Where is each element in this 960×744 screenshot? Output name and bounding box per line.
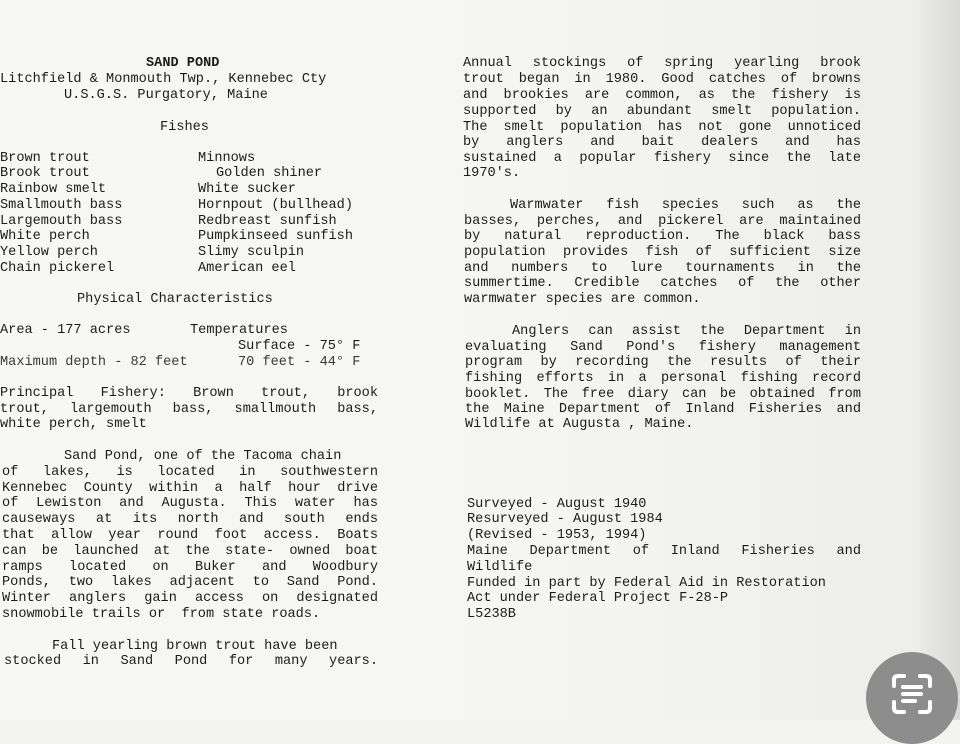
fish-list-item: Brown trout	[0, 151, 90, 166]
document-title: SAND POND	[146, 56, 220, 71]
max-depth: Maximum depth - 82 feet	[0, 355, 188, 370]
location-line-1: Litchfield & Monmouth Twp., Kennebec Cty	[0, 72, 327, 87]
paragraph-line: Fall yearling brown trout have been	[52, 639, 338, 654]
surface-temperature: Surface - 75° F	[238, 339, 361, 354]
paragraph-line: can be launched at the state- owned boat	[2, 544, 378, 559]
paragraph-line: and numbers to lure tournaments in the	[464, 261, 861, 276]
location-line-2: U.S.G.S. Purgatory, Maine	[64, 88, 268, 103]
fish-list-item: Rainbow smelt	[0, 182, 107, 197]
paragraph-line: the Maine Department of Inland Fisheries and	[465, 402, 861, 417]
paragraph-line: sustained a popular fishery since the late	[463, 151, 861, 166]
fish-list-item: Pumpkinseed sunfish	[198, 229, 353, 244]
paragraph-line: Wildlife at Augusta , Maine.	[465, 417, 694, 432]
temperatures-label: Temperatures	[190, 323, 288, 338]
survey-info-line: Maine Department of Inland Fisheries and	[467, 544, 861, 559]
fish-list-item: White perch	[0, 229, 90, 244]
fish-list-item: American eel	[198, 261, 296, 276]
paragraph-line: booklet. The free diary can be obtained from	[465, 387, 861, 402]
survey-info-line: (Revised - 1953, 1994)	[467, 528, 647, 543]
depth-temperature: 70 feet - 44° F	[238, 355, 361, 370]
principal-fishery-line: trout, largemouth bass, smallmouth bass,	[0, 402, 378, 417]
paragraph-line: warmwater species are common.	[464, 292, 701, 307]
paragraph-line: The smelt population has not gone unnoticed	[463, 120, 861, 135]
paragraph-line: Annual stockings of spring yearling brook	[463, 56, 861, 71]
fish-list-item: Largemouth bass	[0, 214, 123, 229]
paragraph-line: 1970's.	[463, 166, 521, 181]
fish-list-item: Slimy sculpin	[198, 245, 305, 260]
paragraph-line: Warmwater fish species such as the	[510, 198, 861, 213]
fish-list-item: Chain pickerel	[0, 261, 115, 276]
paragraph-line: ramps located on Buker and Woodbury	[2, 560, 378, 575]
paragraph-line: of Lewiston and Augusta. This water has	[2, 496, 378, 511]
scan-text-button[interactable]	[866, 652, 958, 744]
paragraph-line: and brookies are common, as the fishery is	[463, 88, 861, 103]
fish-list-item: Redbreast sunfish	[198, 214, 337, 229]
fish-list-item: Yellow perch	[0, 245, 98, 260]
survey-info-line: Wildlife	[467, 560, 533, 575]
survey-info-line: Act under Federal Project F-28-P	[467, 591, 729, 606]
survey-info-line: Surveyed - August 1940	[467, 497, 647, 512]
paragraph-line: Ponds, two lakes adjacent to Sand Pond.	[2, 575, 378, 590]
paragraph-line: causeways at its north and south ends	[2, 512, 378, 527]
fishes-heading: Fishes	[160, 120, 209, 135]
paragraph-line: Kennebec County within a half hour drive	[2, 481, 378, 496]
survey-info-line: Funded in part by Federal Aid in Restoration	[467, 576, 826, 591]
paragraph-line: trout began in 1980. Good catches of browns	[463, 72, 861, 87]
paragraph-line: by natural reproduction. The black bass	[464, 229, 861, 244]
paragraph-line: Sand Pond, one of the Tacoma chain	[64, 449, 342, 464]
fish-list-item: Golden shiner	[216, 166, 323, 181]
paragraph-line: population provides fish of sufficient size	[464, 245, 861, 260]
paragraph-line: summertime. Credible catches of the other	[464, 276, 861, 291]
fish-list-item: Brook trout	[0, 166, 90, 181]
area-value: Area - 177 acres	[0, 323, 131, 338]
survey-info-line: L5238B	[467, 607, 516, 622]
scan-text-icon	[890, 672, 934, 716]
page-edge-shadow	[920, 0, 960, 720]
paragraph-line: Winter anglers gain access on designated	[2, 591, 378, 606]
fish-list-item: White sucker	[198, 182, 296, 197]
fish-list-item: Minnows	[198, 151, 256, 166]
paragraph-line: that allow year round foot access. Boats	[2, 528, 378, 543]
paragraph-line: snowmobile trails or from state roads.	[2, 607, 321, 622]
paragraph-line: supported by an abundant smelt population.	[463, 104, 861, 119]
paragraph-line: program by recording the results of their	[465, 355, 861, 370]
paragraph-line: Anglers can assist the Department in	[512, 324, 861, 339]
paragraph-line: evaluating Sand Pond's fishery management	[465, 340, 861, 355]
principal-fishery-line: white perch, smelt	[0, 417, 147, 432]
fish-list-item: Hornpout (bullhead)	[198, 198, 353, 213]
paragraph-line: of lakes, is located in southwestern	[2, 465, 378, 480]
survey-info-line: Resurveyed - August 1984	[467, 512, 663, 527]
paragraph-line: basses, perches, and pickerel are maintained	[464, 214, 861, 229]
paragraph-line: stocked in Sand Pond for many years.	[4, 654, 378, 669]
paragraph-line: by anglers and bait dealers and has	[463, 135, 861, 150]
paragraph-line: fishing efforts in a personal fishing record	[465, 371, 861, 386]
fish-list-item: Smallmouth bass	[0, 198, 123, 213]
physical-heading: Physical Characteristics	[77, 292, 273, 307]
principal-fishery-line: Principal Fishery: Brown trout, brook	[0, 386, 378, 401]
